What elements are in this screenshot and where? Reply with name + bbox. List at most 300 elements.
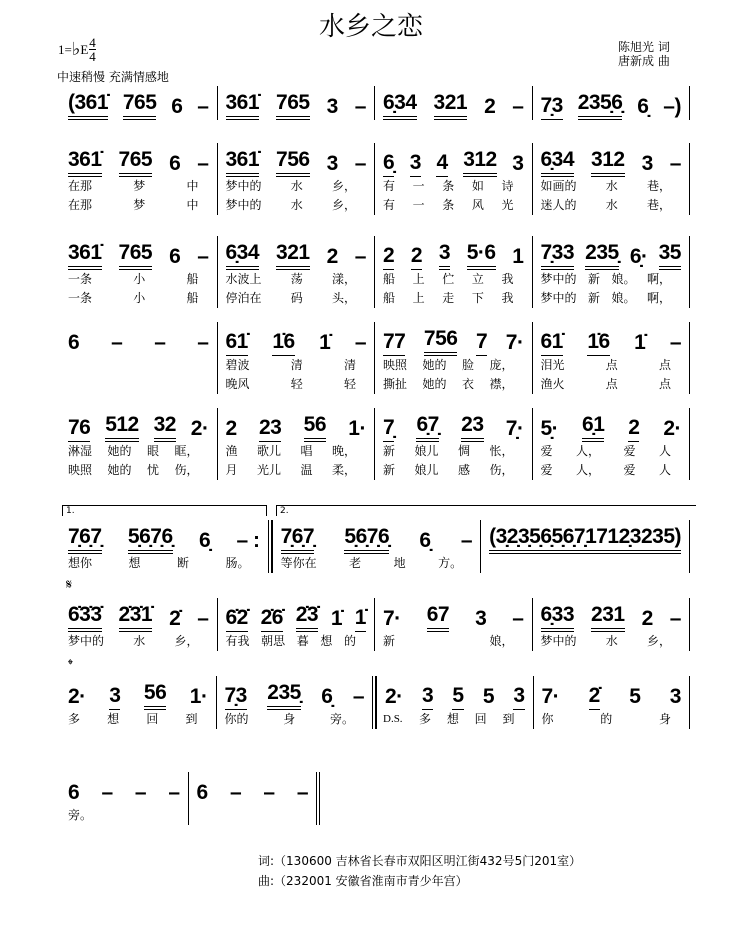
measure	[374, 598, 532, 651]
lyric-syllable: 迷人的	[540, 198, 577, 212]
note-group: –	[354, 95, 366, 118]
lyric-syllable: 水	[605, 634, 618, 648]
note-group: 6	[68, 331, 80, 354]
note-group: 2·	[663, 417, 681, 440]
lyric-syllable: 新	[383, 634, 396, 648]
lyric-syllable: 到	[502, 712, 515, 726]
lyric-syllable: 爱	[540, 463, 553, 477]
note-group: 1̇	[330, 607, 343, 630]
measure-row	[60, 408, 690, 480]
lyric-syllable: 中	[186, 198, 199, 212]
lyric-line-1	[541, 356, 682, 375]
lyric-syllable: 有我	[225, 634, 250, 648]
note-group: –	[229, 781, 242, 804]
note-group: 7̣6̣7̣	[281, 526, 315, 554]
lyric-syllable: 我	[501, 272, 514, 286]
measure-notes	[68, 408, 209, 442]
lyric-syllable: 旁。	[68, 808, 93, 822]
lyricist-address: 词:（130600 吉林省长春市双阳区明江街432号5门201室）	[258, 854, 582, 868]
lyric-syllable: 断	[177, 556, 190, 570]
lyric-line-1	[541, 270, 682, 289]
note-group: –	[168, 781, 180, 804]
lyric-syllable: 人	[658, 463, 671, 477]
lyric-syllable: 条	[442, 179, 455, 193]
measure-notes	[541, 322, 682, 356]
lyric-syllable: 巷，	[646, 198, 671, 212]
lyric-syllable: 眼	[146, 444, 159, 458]
measure-notes	[226, 408, 367, 442]
lyric-syllable: 码	[290, 291, 303, 305]
note-group: 6̣5̣6̣7̣	[540, 526, 585, 554]
lyric-syllable: 我	[501, 291, 514, 305]
measure-notes	[383, 408, 524, 442]
note-group: 231	[591, 604, 625, 632]
lyric-syllable: 想	[107, 712, 120, 726]
lyric-syllable: 碧波	[225, 358, 250, 372]
measure	[480, 520, 690, 573]
measure-row	[60, 143, 690, 215]
note-group: 7·	[505, 331, 524, 354]
note-group: 6̇3̇3̇	[68, 604, 102, 632]
lyric-syllable: 船	[383, 272, 396, 286]
measure-notes	[68, 86, 209, 120]
lyric-syllable: 映照	[68, 463, 93, 477]
lyric-syllable: 爱	[623, 444, 636, 458]
lyric-syllable: 小	[133, 291, 146, 305]
measure	[217, 143, 375, 215]
measure-notes	[68, 322, 209, 356]
measure-row	[60, 676, 690, 729]
time-signature	[89, 36, 96, 63]
lyric-line-1	[541, 442, 682, 461]
lyric-line-2	[226, 289, 367, 308]
lyric-syllable: 娘儿	[414, 463, 439, 477]
system-9	[60, 772, 320, 825]
note-group: 3	[109, 685, 120, 710]
note-group: –	[154, 331, 166, 354]
measure-notes	[68, 520, 260, 554]
measure	[532, 408, 691, 480]
note-group: 6̣	[419, 529, 431, 552]
note-group: 5	[482, 685, 495, 708]
volta-1	[62, 505, 267, 516]
system-8	[60, 676, 690, 729]
note-group: 3	[669, 685, 681, 708]
lyric-syllable: 她的	[107, 444, 132, 458]
measure	[532, 86, 691, 120]
note-group: 2·	[68, 685, 86, 708]
note-group: 7̣3	[541, 95, 563, 120]
measure	[532, 322, 691, 394]
lyric-syllable: 水	[605, 198, 618, 212]
measure	[216, 676, 377, 729]
note-group: 361̇	[226, 149, 260, 177]
note-group: –	[111, 331, 123, 354]
lyric-syllable: 伤，	[489, 463, 514, 477]
lyric-syllable: 人，	[575, 463, 600, 477]
lyric-syllable: 清	[290, 358, 303, 372]
lyric-syllable: 船	[186, 272, 199, 286]
measure-notes	[383, 143, 524, 177]
lyric-syllable: 一条	[68, 291, 93, 305]
note-group: 2	[225, 417, 237, 440]
note-group: 77	[383, 331, 405, 356]
lyric-syllable: 新	[587, 272, 600, 286]
measure	[374, 86, 532, 120]
note-group: 1·	[189, 685, 208, 708]
note-group: 2	[383, 245, 394, 270]
lyric-syllable: 身	[658, 712, 671, 726]
coda-icon: 𝄌	[68, 657, 73, 673]
note-group: 765	[119, 242, 153, 270]
measure	[217, 408, 375, 480]
note-group: 2	[411, 245, 422, 270]
note-group: 6	[196, 781, 208, 804]
lyric-line-2	[541, 196, 682, 215]
note-group: 61̇	[226, 331, 248, 356]
measure-notes	[226, 322, 367, 356]
lyric-syllable: 梦	[133, 179, 146, 193]
note-group: 6	[169, 152, 181, 175]
measure	[272, 520, 481, 573]
lyric-syllable: 想	[128, 556, 141, 570]
lyric-line-2	[68, 375, 209, 394]
note-group: 6̣	[198, 529, 211, 552]
composer-address: 曲:（232001 安徽省淮南市青少年宫）	[258, 874, 468, 888]
flat-sign: ♭	[71, 39, 81, 59]
lyric-syllable: 点	[658, 358, 671, 372]
note-group: –	[101, 781, 113, 804]
lyric-syllable: 她的	[422, 377, 447, 391]
lyric-line-2	[226, 461, 367, 480]
lyric-syllable: 乡，	[331, 179, 356, 193]
note-group: –	[354, 152, 366, 175]
note-group: 235̣	[267, 682, 301, 710]
measure-row	[60, 772, 320, 825]
lyric-syllable: 晚，	[331, 444, 356, 458]
lyric-syllable: 撕扯	[383, 377, 408, 391]
measure	[60, 322, 217, 394]
note-group: 361̇	[68, 149, 102, 177]
measure-notes	[68, 236, 209, 270]
note-group: 7̣3	[225, 685, 247, 710]
note-group: 6̣7̣	[416, 414, 438, 442]
lyric-line-2	[383, 375, 524, 394]
lyric-syllable: 到	[185, 712, 198, 726]
lyric-line-1	[68, 356, 209, 375]
lyric-syllable: 上	[412, 291, 425, 305]
note-group: 1̇	[319, 331, 331, 354]
measure-notes	[68, 598, 209, 632]
lyric-line-1	[197, 806, 309, 825]
lyric-syllable: 娘，	[489, 634, 514, 648]
note-group: 512	[105, 414, 139, 442]
note-group: –	[669, 331, 681, 354]
note-group: 6̣	[637, 95, 649, 118]
lyric-syllable: 暮	[296, 634, 309, 648]
note-group: 6̇2̇	[226, 607, 248, 632]
lyric-syllable: 梦中的	[540, 272, 577, 286]
lyric-syllable: 乡，	[331, 198, 356, 212]
lyric-line-1	[226, 177, 367, 196]
measure	[217, 598, 375, 651]
note-group: –	[460, 529, 473, 552]
lyric-line-2	[541, 289, 682, 308]
lyric-syllable: 乡，	[174, 634, 199, 648]
note-group: 7̣	[383, 417, 394, 442]
note-group: –	[296, 781, 308, 804]
lyric-line-2	[383, 289, 524, 308]
lyric-line-1	[68, 806, 180, 825]
lyric-syllable: 梦中的	[540, 291, 577, 305]
lyric-line-1	[226, 270, 367, 289]
lyric-syllable: 怅，	[489, 444, 514, 458]
lyric-syllable: 庞，	[489, 358, 514, 372]
note-group: 2̇6̇	[261, 607, 283, 632]
lyric-syllable: 如画的	[540, 179, 577, 193]
note-group: 2	[628, 417, 639, 442]
lyric-line-2	[226, 196, 367, 215]
note-group: – :	[236, 529, 260, 552]
lyric-line-1	[383, 270, 524, 289]
song-title: 水乡之恋	[318, 12, 423, 42]
lyric-line-1	[68, 270, 209, 289]
note-group: 6̣	[383, 152, 394, 177]
note-group: 3	[439, 242, 450, 270]
note-group: 361̇	[68, 242, 102, 270]
note-group: –	[197, 95, 209, 118]
lyric-syllable: 下	[471, 291, 484, 305]
lyric-syllable: 漾，	[331, 272, 356, 286]
note-group: 3	[475, 607, 487, 630]
note-group: –	[512, 607, 524, 630]
measure-notes	[226, 86, 367, 120]
measure-row	[60, 236, 690, 308]
note-group: 1̇6	[587, 331, 609, 356]
measure-notes	[541, 598, 682, 632]
note-group: 2·	[385, 685, 403, 708]
lyric-syllable: 身	[283, 712, 296, 726]
note-group: 56	[304, 414, 326, 442]
note-group: 765	[276, 92, 310, 120]
lyric-syllable: 惆	[457, 444, 470, 458]
measure	[374, 408, 532, 480]
note-group: 765	[123, 92, 157, 120]
lyric-syllable: 你	[541, 712, 554, 726]
measure-notes	[542, 676, 682, 710]
lyric-line-2	[68, 289, 209, 308]
measure	[532, 143, 691, 215]
measure-notes	[383, 598, 524, 632]
key-signature	[58, 36, 96, 63]
lyric-syllable: 中	[186, 179, 199, 193]
lyric-line-1	[383, 632, 524, 651]
lyric-syllable: 爱	[623, 463, 636, 477]
lyric-syllable: 老	[349, 556, 362, 570]
note-group: –	[134, 781, 147, 804]
note-group: 6	[171, 95, 183, 118]
lyric-syllable: 她的	[422, 358, 447, 372]
measure-notes	[383, 86, 524, 120]
lyric-line-1	[68, 442, 209, 461]
lyric-line-1	[226, 442, 367, 461]
note-group: 35	[659, 242, 681, 270]
note-group: 1̇	[634, 331, 646, 354]
measure-notes	[541, 143, 682, 177]
lyric-syllable: 梦中的	[225, 198, 262, 212]
lyric-syllable: 回	[474, 712, 487, 726]
time-unit: 4	[89, 49, 96, 64]
measure	[60, 598, 217, 651]
lyric-syllable: 旁。	[329, 712, 354, 726]
credits	[618, 40, 670, 68]
measure	[533, 676, 691, 729]
lyric-syllable: 的	[343, 634, 356, 648]
lyric-syllable: 想	[446, 712, 459, 726]
measure-row	[60, 86, 690, 120]
note-group: –)	[663, 95, 681, 118]
measure	[188, 772, 321, 825]
lyric-syllable: 荡	[290, 272, 303, 286]
note-group: 235̣6̣	[578, 92, 623, 120]
lyric-line-2	[226, 375, 367, 394]
note-group: 312	[463, 149, 497, 177]
lyric-syllable: 如	[471, 179, 484, 193]
note-group: 1̇	[355, 607, 366, 632]
note-group: 5̣6̣7̣6̣	[344, 526, 389, 554]
lyric-syllable: 巷，	[646, 179, 671, 193]
note-group: 2	[641, 607, 653, 630]
measure	[60, 676, 216, 729]
lyric-syllable: 水	[133, 634, 146, 648]
volta-2-label: 2.	[280, 506, 289, 516]
note-group: 6̣34	[383, 92, 417, 120]
note-group: 32	[154, 414, 176, 442]
lyric-line-2	[383, 461, 524, 480]
note-group: 321	[434, 92, 468, 120]
note-group: 5	[629, 685, 641, 708]
key-prefix: 1=	[58, 41, 72, 57]
lyric-syllable: 啊，	[646, 272, 671, 286]
note-group: 3	[326, 152, 338, 175]
note-group: –	[197, 245, 209, 268]
lyric-syllable: 有	[383, 198, 396, 212]
measure-notes	[68, 143, 209, 177]
lyric-syllable: 水	[290, 198, 303, 212]
note-group: –	[669, 607, 681, 630]
note-group: 1̇6	[272, 331, 294, 356]
measure-notes	[68, 676, 208, 710]
note-group: 3	[641, 152, 653, 175]
lyricist-credit: 陈旭光 词	[618, 40, 670, 54]
note-group: 7̣6̣7̣	[68, 526, 102, 554]
note-group: 2	[484, 95, 496, 118]
note-group: 6̣33	[541, 604, 575, 632]
lyric-line-1	[542, 710, 682, 729]
lyric-syllable: 感	[457, 463, 470, 477]
lyric-line-2	[541, 375, 682, 394]
lyric-syllable: 淋湿	[68, 444, 93, 458]
note-group: 5·6	[467, 242, 496, 270]
lyric-syllable: 新	[383, 463, 396, 477]
lyric-syllable: 轻	[290, 377, 303, 391]
lyric-syllable: 柔，	[331, 463, 356, 477]
note-group: –	[354, 331, 366, 354]
lyric-syllable: 月	[225, 463, 238, 477]
measure	[60, 143, 217, 215]
lyric-syllable: 想	[320, 634, 333, 648]
volta-1-label: 1.	[66, 506, 75, 516]
lyric-syllable: 想你	[68, 556, 93, 570]
lyric-syllable: 衣	[461, 377, 474, 391]
lyric-syllable: 一条	[68, 272, 93, 286]
lyric-line-1	[225, 710, 365, 729]
system-2	[60, 143, 690, 215]
lyric-syllable: 娘。	[611, 291, 636, 305]
note-group: –	[354, 245, 366, 268]
lyric-syllable: 船	[383, 291, 396, 305]
lyric-syllable: 渔	[225, 444, 238, 458]
measure-row	[60, 598, 690, 651]
measure	[217, 86, 375, 120]
note-group: 3	[513, 685, 524, 710]
note-group: 23	[461, 414, 483, 442]
volta-2	[276, 505, 696, 516]
measure-row	[60, 322, 690, 394]
key-note: E	[80, 41, 89, 57]
note-group: 3	[410, 152, 421, 177]
system-5	[60, 408, 690, 480]
note-group: 6̣1	[582, 414, 604, 442]
note-group: 7	[476, 331, 487, 356]
note-group: 6̣34	[541, 149, 575, 177]
lyric-syllable: 啊，	[646, 291, 671, 305]
note-group: (361̇	[68, 92, 108, 120]
lyric-syllable: 地	[393, 556, 406, 570]
note-group: –	[197, 331, 209, 354]
lyric-syllable: 风	[471, 198, 484, 212]
note-group: 6	[169, 245, 181, 268]
lyric-line-1	[541, 177, 682, 196]
note-group: 2̇	[169, 607, 181, 630]
note-group: 67	[427, 604, 449, 632]
lyric-syllable: 上	[412, 272, 425, 286]
note-group: (3̣2̣3̣5̣	[489, 526, 540, 554]
lyric-line-1	[541, 632, 682, 651]
measure	[217, 236, 375, 308]
lyric-syllable: 她的	[107, 463, 132, 477]
measure	[532, 236, 691, 308]
lyric-syllable: 点	[605, 358, 618, 372]
measure	[374, 143, 532, 215]
measure-notes	[541, 236, 682, 270]
tempo-marking: 中速稍慢 充满情感地	[57, 70, 169, 84]
note-group: –	[512, 95, 524, 118]
lyric-syllable: 歌儿	[256, 444, 281, 458]
lyric-syllable: 一	[412, 198, 425, 212]
note-group: 4	[436, 152, 447, 177]
lyric-line-1	[68, 554, 260, 573]
note-group: 2·	[190, 417, 209, 440]
lyric-line-2	[68, 196, 209, 215]
note-group: 6̣·	[629, 245, 648, 268]
lyric-syllable: 在那	[68, 179, 93, 193]
measure	[60, 86, 217, 120]
lyric-syllable: 条	[442, 198, 455, 212]
lyric-syllable: 眶，	[174, 444, 199, 458]
lyric-syllable: 温	[300, 463, 313, 477]
note-group: 756	[276, 149, 310, 177]
